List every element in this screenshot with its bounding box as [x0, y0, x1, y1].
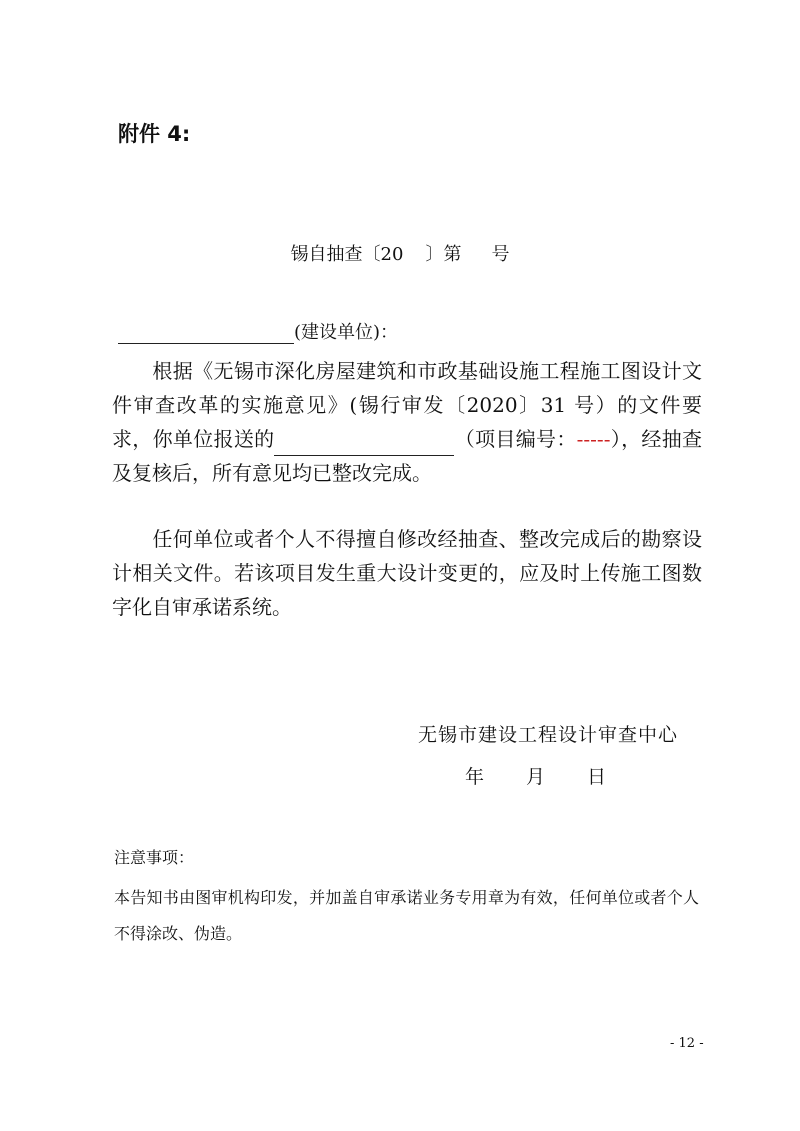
- paragraph1-text-a: 根据《无锡市深化房屋建筑和市政基础设施工程施工图设计文件审查改革的实施意见》(锡行审发〔2020〕31 号）的文件要求，你单位报送的: [112, 359, 702, 451]
- paragraph1-text-c: ），经抽查及复核后，所有意见均已整改完成。: [112, 427, 703, 485]
- notes-body: 本告知书由图审机构印发，并加盖自审承诺业务专用章为有效，任何单位或者个人不得涂改、伪造。: [114, 888, 699, 943]
- addressee-blank: [118, 323, 294, 344]
- body-paragraph-2: [112, 522, 702, 624]
- date-month: 月: [526, 766, 546, 788]
- paragraph1-text-b: （项目编号：: [454, 427, 577, 451]
- project-code: -----: [576, 427, 611, 451]
- body-paragraph-1: [112, 354, 702, 490]
- addressee-line: [118, 318, 398, 344]
- document-number: [0, 240, 800, 266]
- doc-number-prefix: 锡自抽查〔20: [290, 244, 404, 265]
- addressee-label: (建设单位)：: [294, 322, 399, 343]
- paragraph2-text: 任何单位或者个人不得擅自修改经抽查、整改完成后的勘察设计相关文件。若该项目发生重大设计变更的，应及时上传施工图数字化自审承诺系统。: [112, 527, 702, 619]
- notes-title: 注意事项：: [114, 848, 195, 867]
- date-year: 年: [465, 766, 485, 788]
- page-number: - 12 -: [670, 1036, 704, 1051]
- attachment-label: 附件 4:: [118, 122, 191, 146]
- doc-number-suffix: 号: [491, 244, 510, 265]
- doc-number-bracket-close: 〕第: [425, 244, 462, 265]
- date-day: 日: [587, 766, 607, 788]
- date-line: [465, 762, 606, 789]
- project-name-blank: [274, 435, 454, 456]
- issuing-organization: 无锡市建设工程设计审查中心: [418, 724, 679, 746]
